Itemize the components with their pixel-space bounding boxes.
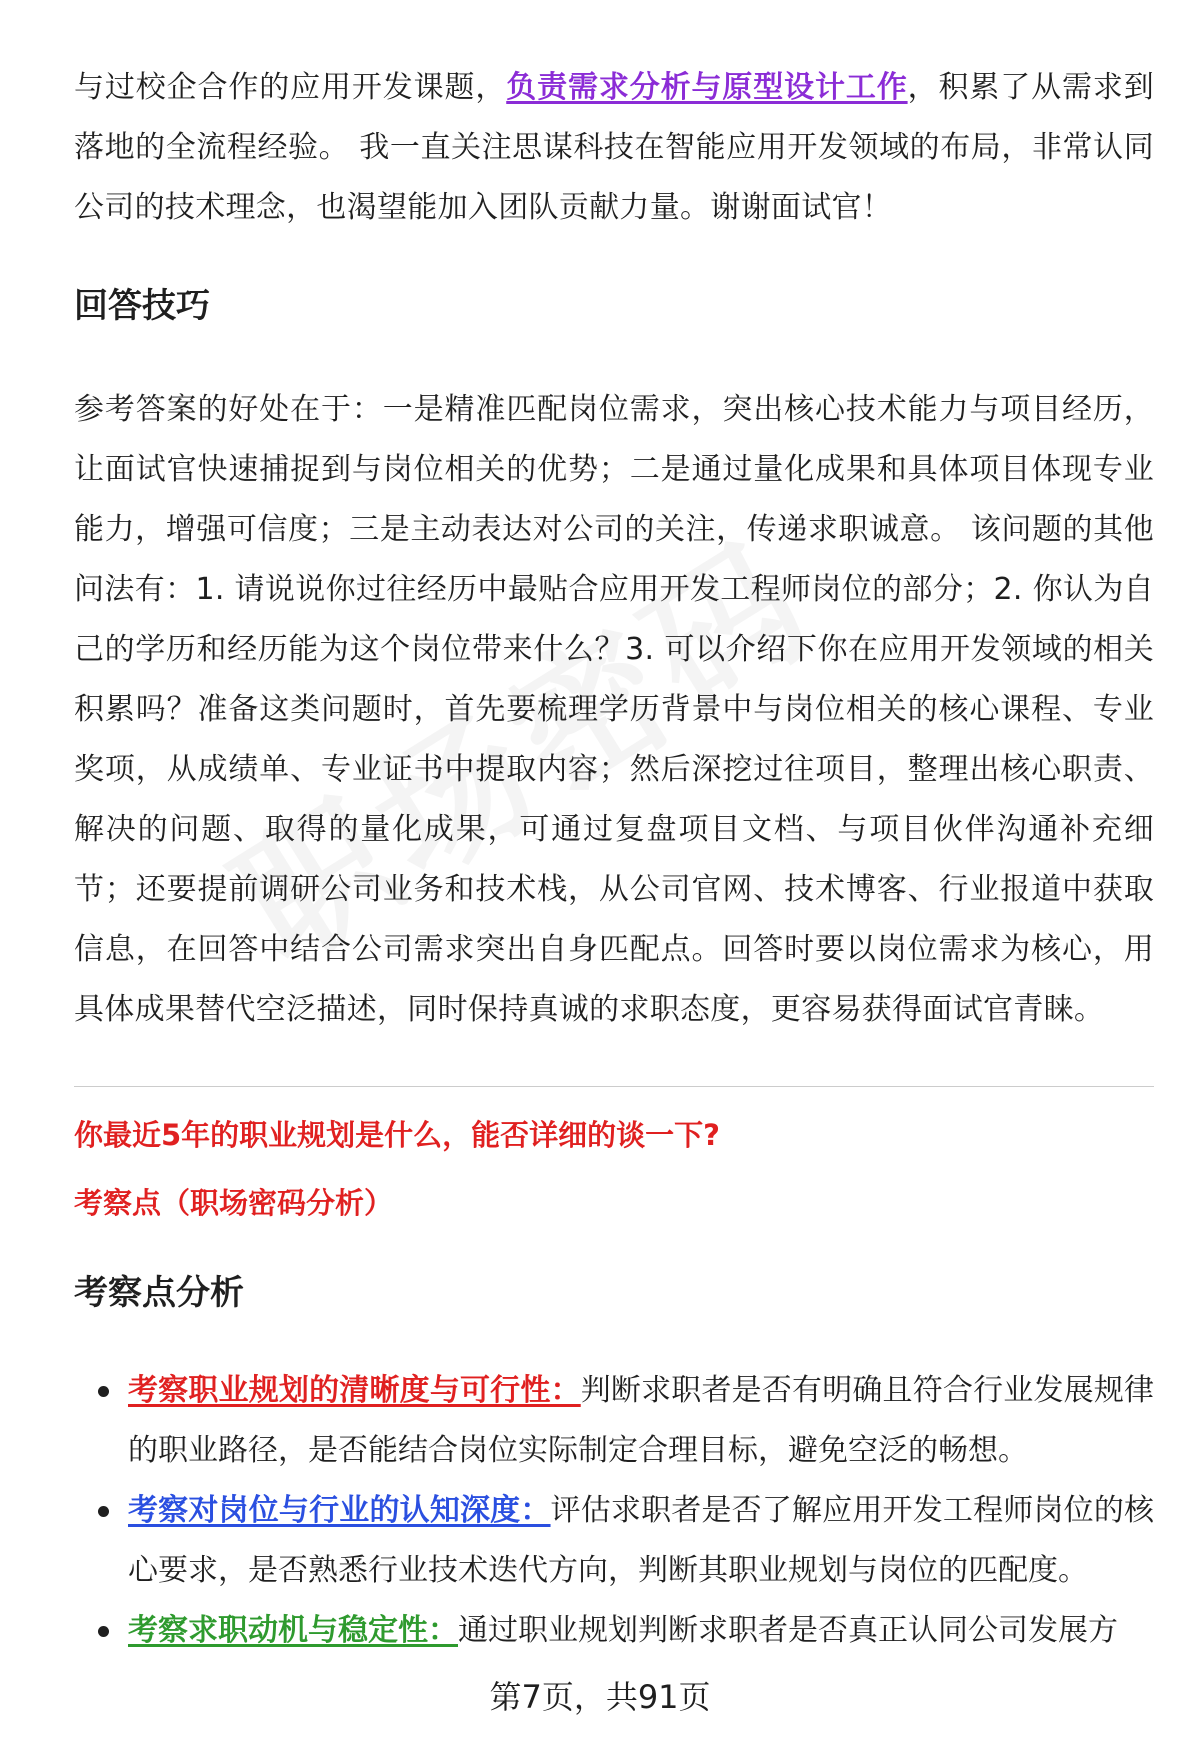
analysis-list xyxy=(74,1361,1154,1661)
bullet-dot xyxy=(98,1506,109,1517)
analysis-item xyxy=(74,1601,1154,1661)
analysis-item-text: 通过职业规划判断求职者是否真正认同公司发展方 xyxy=(458,1613,1118,1648)
analysis-item xyxy=(74,1481,1154,1601)
analysis-item-text: 评估求职者是否了解应用开发工程师岗位的核心要求，是否熟悉行业技术迭代方向，判断其职业规划与岗位的匹配度。 xyxy=(128,1493,1155,1588)
analysis-item xyxy=(74,1361,1154,1481)
bullet-dot xyxy=(98,1626,109,1637)
analysis-item-label: 考察求职动机与稳定性： xyxy=(128,1613,458,1648)
analysis-heading: 考察点分析 xyxy=(74,1273,244,1313)
question-title: 你最近5年的职业规划是什么，能否详细的谈一下? xyxy=(74,1118,721,1152)
analysis-item-text: 判断求职者是否有明确且符合行业发展规律的职业路径，是否能结合岗位实际制定合理目标，避免空泛的畅想。 xyxy=(128,1373,1155,1468)
analysis-item-label: 考察职业规划的清晰度与可行性： xyxy=(128,1373,581,1408)
intro-paragraph xyxy=(74,58,1154,238)
question-subtitle: 考察点（职场密码分析） xyxy=(74,1186,394,1220)
intro-text-start: 与过校企合作的应用开发课题， xyxy=(74,70,507,105)
intro-text-end: ，积累了从需求到落地的全流程经验。 我一直关注思谋科技在智能应用开发领域的布局，非常认同公司的技术理念，也渴望能加入团队贡献力量。谢谢面试官！ xyxy=(74,70,1155,225)
bullet-dot xyxy=(98,1386,109,1397)
section-divider xyxy=(74,1086,1154,1087)
analysis-item-label: 考察对岗位与行业的认知深度： xyxy=(128,1493,551,1528)
content xyxy=(74,58,1154,1661)
tips-heading: 回答技巧 xyxy=(74,286,210,326)
intro-highlight: 负责需求分析与原型设计工作 xyxy=(506,70,908,105)
page-number: 第7页，共91页 xyxy=(489,1678,711,1716)
tips-paragraph: 参考答案的好处在于：一是精准匹配岗位需求，突出核心技术能力与项目经历，让面试官快速捕捉到与岗位相关的优势；二是通过量化成果和具体项目体现专业能力，增强可信度；三是主动表达对公司的关注，传递求职诚意。 该问题的其他问法有：1. 请说说你过往经历中最贴合应用开发工程师岗位的部分；2. 你认为自己的学历和经历能为这个岗位带来什么？3. 可以介绍下你在应用开发领域的相关积累吗？准备这类问题时，首先要梳理学历背景中与岗位相关的核心课程、专业奖项，从成绩单、专业证书中提取内容；然后深挖过往项目，整理出核心职责、解决的问题、取得的量化成果，可通过复盘项目文档、与项目伙伴沟通补充细节；还要提前调研公司业务和技术栈，从公司官网、技术博客、行业报道中获取信息，在回答中结合公司需求突出自身匹配点。回答时要以岗位需求为核心，用具体成果替代空泛描述，同时保持真诚的求职态度，更容易获得面试官青睐。 xyxy=(74,392,1154,1027)
